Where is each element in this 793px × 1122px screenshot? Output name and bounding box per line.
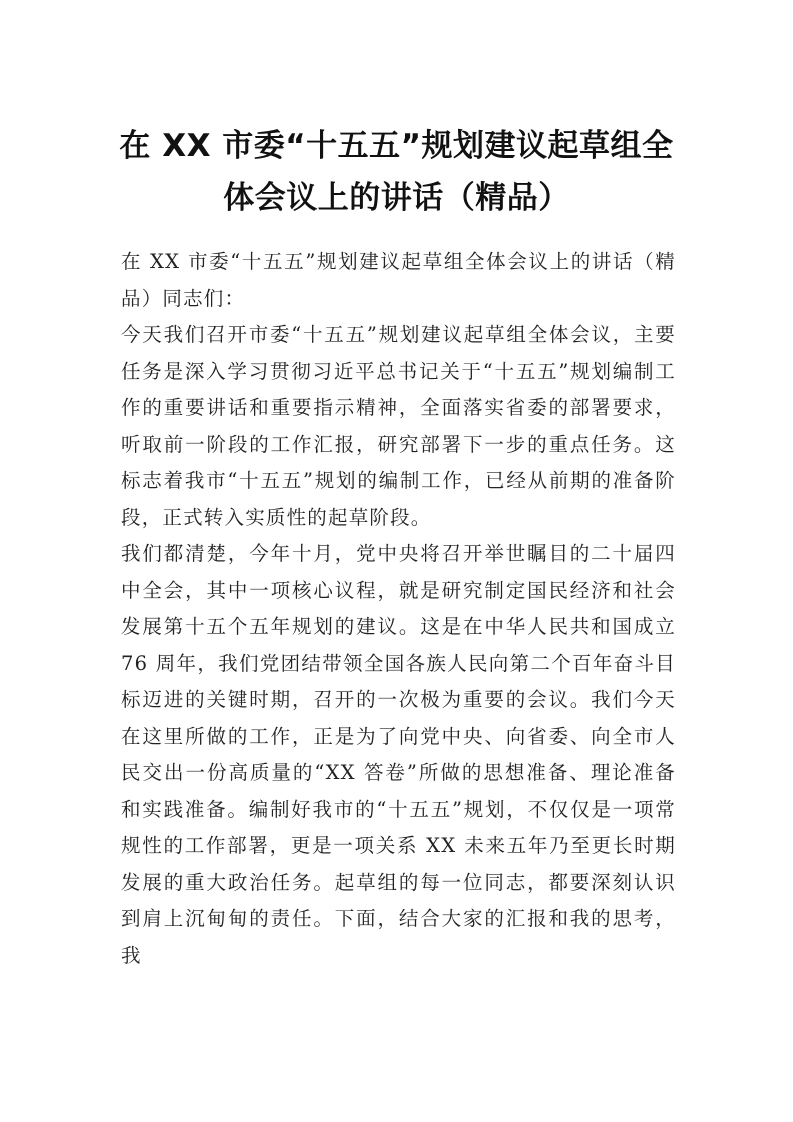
paragraph-meeting-purpose: 今天我们召开市委“十五五”规划建议起草组全体会议，主要任务是深入学习贯彻习近平总书记关于“十五五”规划编制工作的重要讲话和重要指示精神，全面落实省委的部署要求，听取前一阶段的工作汇报，研究部署下一步的重点任务。这标志着我市“十五五”规划的编制工作，已经从前期的准备阶段，正式转入实质性的起草阶段。 bbox=[121, 323, 676, 529]
document-body bbox=[121, 244, 676, 974]
document-title: 在 XX 市委“十五五”规划建议起草组全体会议上的讲话（精品） bbox=[119, 128, 674, 216]
paragraph-background: 我们都清楚，今年十月，党中央将召开举世瞩目的二十届四中全会，其中一项核心议程，就是研究制定国民经济和社会发展第十五个五年规划的建议。这是在中华人民共和国成立 76 周年，我们党团结带领全国各族人民向第二个百年奋斗目标迈进的关键时期，召开的一次极为重要的会议。我们今天在这里所做的工作，正是为了向党中央、向省委、向全市人民交出一份高质量的“XX 答卷”所做的思想准备、理论准备和实践准备。编制好我市的“十五五”规划，不仅仅是一项常规性的工作部署，更是一项关系 XX 未来五年乃至更长时期发展的重大政治任务。起草组的每一位同志，都要深刻认识到肩上沉甸甸的责任。下面，结合大家的汇报和我的思考，我 bbox=[121, 542, 676, 967]
paragraph-heading-line: 在 XX 市委“十五五”规划建议起草组全体会议上的讲话（精品）同志们： bbox=[121, 250, 676, 310]
